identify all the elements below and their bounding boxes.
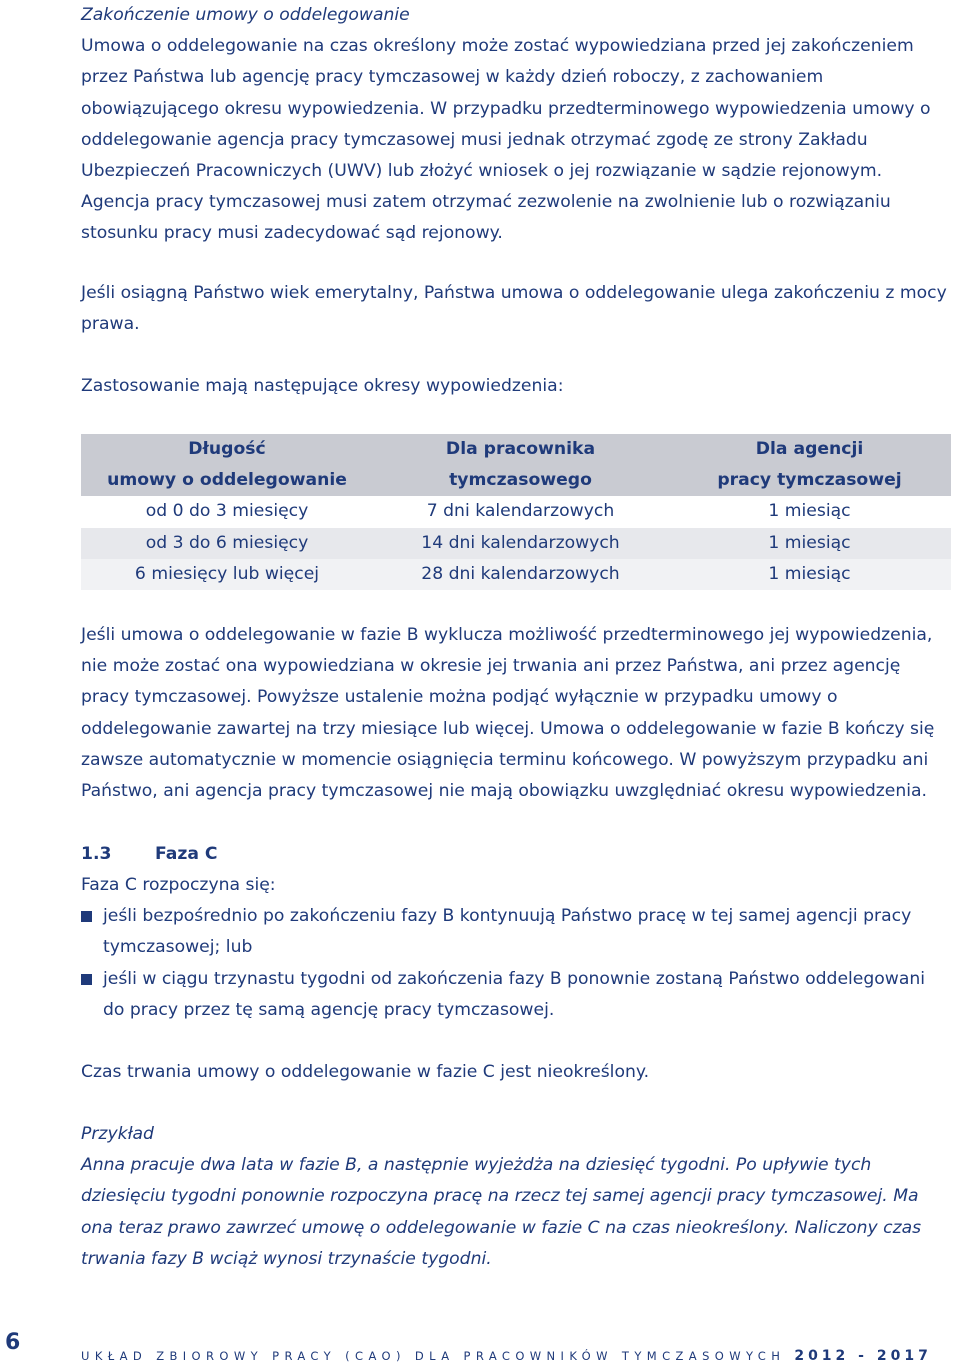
example-text: Anna pracuje dwa lata w fazie B, a następnie wyjeżdża na dziesięć tygodni. Po upływie tych dziesięciu tygodni ponownie rozpoczyna pracę na rzecz tej samej agencji pracy tymczasowej. Ma ona teraz prawo zawrzeć umowę o oddelegowanie w fazie C na czas nieokreślony. Naliczony czas trwania fazy B wciąż wynosi trzynaście tygodni. (81, 1155, 922, 1269)
retirement-paragraph: Jeśli osiągną Państwo wiek emerytalny, Państwa umowa o oddelegowanie ulega zakończeniu z mocy prawa. (81, 283, 947, 335)
table-row (81, 559, 951, 590)
phase-b-paragraph: Jeśli umowa o oddelegowanie w fazie B wyklucza możliwość przedterminowego jej wypowiedzenia, nie może zostać ona wypowiedziana w okresie jej trwania ani przez Państwa, ani przez agencję pracy tymczasowej. Powyższe ustalenie można podjąć wyłącznie w przypadku umowy o oddelegowanie zawartej na trzy miesiące lub więcej. Umowa o oddelegowanie w fazie B kończy się zawsze automatycznie w momencie osiągnięcia terminu końcowego. W powyższym przypadku ani Państwo, ani agencja pracy tymczasowej nie mają obowiązku uwzględniać okresu wypowiedzenia. (81, 625, 935, 802)
section-heading: Zakończenie umowy o oddelegowanie (81, 5, 410, 25)
notice-periods-intro: Zastosowanie mają następujące okresy wypowiedzenia: (81, 376, 564, 396)
table-cell: 1 miesiąc (768, 501, 851, 522)
table-cell: 1 miesiąc (768, 532, 851, 553)
square-bullet-icon (81, 974, 92, 985)
table-row (81, 496, 951, 527)
header-agency: Dla agencji pracy tymczasowej (717, 439, 902, 491)
header-employee: Dla pracownika tymczasowego (445, 439, 596, 491)
example-label: Przykład (81, 1124, 154, 1144)
section-heading-1-3 (81, 839, 218, 870)
termination-section (81, 0, 951, 250)
header-duration: Długość umowy o oddelegowanie (107, 439, 347, 491)
square-bullet-icon (81, 911, 92, 922)
page-number: 6 (5, 1330, 21, 1355)
list-item: jeśli w ciągu trzynastu tygodni od zakończenia fazy B ponownie zostaną Państwo oddelegowani do pracy przez tę samą agencję pracy tymczasowej. (81, 964, 951, 1026)
list-item: jeśli bezpośrednio po zakończeniu fazy B kontynuują Państwo pracę w tej samej agencji pracy tymczasowej; lub (81, 901, 951, 963)
phase-c-conditions-list (81, 901, 951, 1026)
table-cell: 28 dni kalendarzowych (421, 563, 620, 584)
footer-years: 2012 - 2017 (794, 1348, 932, 1364)
table-cell: od 0 do 3 miesięcy (145, 501, 309, 522)
footer-title: UKŁAD ZBIOROWY PRACY (CAO) DLA PRACOWNIKÓW TYMCZASOWYCH 2012 - 2017 (81, 1348, 932, 1364)
table-cell: od 3 do 6 miesięcy (145, 532, 309, 553)
table-cell: 6 miesięcy lub więcej (134, 563, 320, 584)
section-number: 1.3 (81, 844, 112, 864)
termination-paragraph: Umowa o oddelegowanie na czas określony może zostać wypowiedziana przed jej zakończeniem przez Państwa lub agencję pracy tymczasowej w każdy dzień roboczy, z zachowaniem obowiązującego okresu wypowiedzenia. W przypadku przedterminowego wypowiedzenia umowy o oddelegowanie agencja pracy tymczasowej musi jednak otrzymać zgodę ze strony Zakładu Ubezpieczeń Pracowniczych (UWV) lub złożyć wniosek o jej rozwiązanie w sądzie rejonowym. Agencja pracy tymczasowej musi zatem otrzymać zezwolenie na zwolnienie lub o rozwiązaniu stosunku pracy musi zadecydować sąd rejonowy. (81, 36, 931, 244)
table-cell: 7 dni kalendarzowych (426, 501, 615, 522)
example-box (81, 1119, 951, 1275)
table-cell: 1 miesiąc (768, 563, 851, 584)
table-row (81, 528, 951, 559)
table-header-row (81, 434, 951, 496)
phase-c-intro: Faza C rozpoczyna się: (81, 875, 276, 895)
table-cell: 14 dni kalendarzowych (421, 532, 620, 553)
section-title: Faza C (155, 844, 218, 864)
phase-c-duration: Czas trwania umowy o oddelegowanie w fazie C jest nieokreślony. (81, 1062, 650, 1082)
notice-periods-table (81, 434, 951, 590)
